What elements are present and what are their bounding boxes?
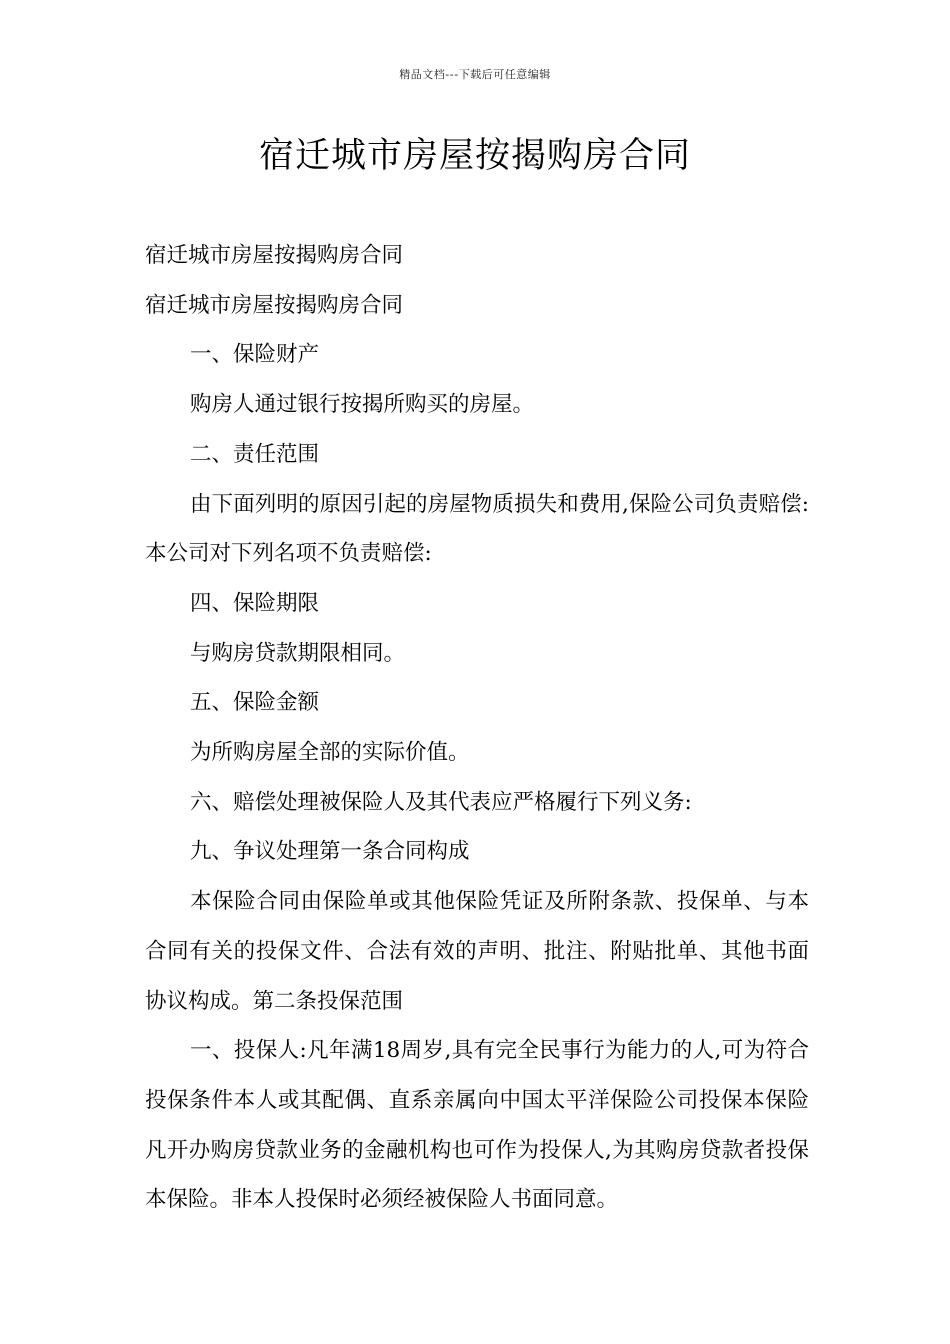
paragraph: 与购房贷款期限相同。 (190, 640, 406, 666)
paragraph: 由下面列明的原因引起的房屋物质损失和费用,保险公司负责赔偿:本公司对下列名项不负责赔偿: (145, 491, 809, 567)
paragraph: 五、保险金额 (190, 690, 320, 716)
header-note: 精品文档---下载后可任意编辑 (399, 68, 551, 81)
paragraph: 宿迁城市房屋按揭购房合同 (145, 292, 404, 318)
document-body (145, 231, 809, 1225)
paragraph: 为所购房屋全部的实际价值。 (190, 740, 470, 766)
paragraph: 二、责任范围 (190, 441, 320, 467)
paragraph: 六、赔偿处理被保险人及其代表应严格履行下列义务: (190, 789, 692, 815)
paragraph: 一、投保人:凡年满18周岁,具有完全民事行为能力的人,可为符合投保条件本人或其配偶、直系亲属向中国太平洋保险公司投保本保险凡开办购房贷款业务的金融机构也可作为投保人,为其购房贷款者投保本保险。非本人投保时必须经被保险人书面同意。 (145, 1038, 809, 1213)
paragraph: 四、保险期限 (190, 590, 320, 616)
paragraph: 宿迁城市房屋按揭购房合同 (145, 243, 404, 268)
paragraph: 购房人通过银行按揭所购买的房屋。 (190, 392, 535, 418)
document-title: 宿迁城市房屋按揭购房合同 (258, 136, 691, 176)
paragraph: 九、争议处理第一条合同构成 (190, 839, 470, 865)
paragraph: 本保险合同由保险单或其他保险凭证及所附条款、投保单、与本合同有关的投保文件、合法有效的声明、批注、附贴批单、其他书面协议构成。第二条投保范围 (145, 889, 809, 1014)
paragraph: 一、保险财产 (190, 342, 320, 368)
